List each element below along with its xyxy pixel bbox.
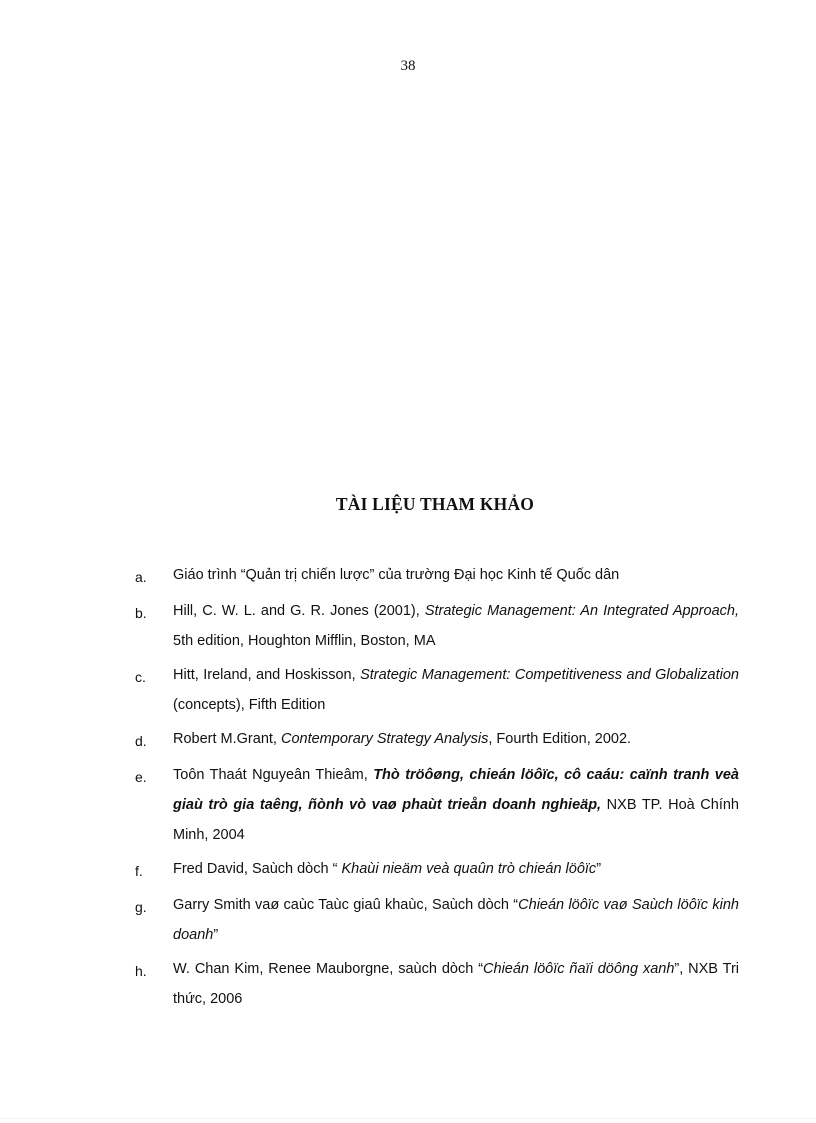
reference-item: [135, 954, 739, 1014]
reference-text: [173, 890, 739, 950]
reference-item: [135, 890, 739, 950]
reference-text-segment: W. Chan Kim, Renee Mauborgne, saùch dòch “: [173, 961, 484, 977]
reference-marker: a.: [135, 569, 147, 585]
reference-text-segment: Fred David, Saùch dòch “: [173, 861, 342, 877]
reference-marker: h.: [135, 963, 147, 979]
page-title: TÀI LIỆU THAM KHẢO: [335, 494, 535, 514]
reference-text: [173, 854, 739, 886]
reference-marker: e.: [135, 769, 147, 785]
reference-text-segment: Giáo trình “Quản trị chiến lược” của trường Đại học Kinh tế Quốc dân: [173, 567, 620, 583]
reference-text-segment: Hill, C. W. L. and G. R. Jones (2001),: [173, 603, 425, 619]
reference-text-segment: Toôn Thaát Nguyeân Thieâm,: [173, 767, 374, 783]
reference-text-segment: Hitt, Ireland, and Hoskisson,: [173, 667, 361, 683]
reference-text: [173, 660, 739, 720]
reference-text-segment: Contemporary Strategy Analysis: [280, 731, 489, 747]
reference-text: [173, 760, 739, 850]
page-bottom-edge: [0, 1118, 816, 1119]
reference-text-segment: Robert M.Grant,: [173, 731, 281, 747]
reference-text-segment: (concepts), Fifth Edition: [173, 697, 326, 713]
reference-item: [135, 596, 739, 656]
reference-text-segment: ”: [213, 927, 219, 943]
reference-text-segment: Strategic Management: An Integrated Approach,: [424, 603, 739, 619]
reference-marker: b.: [135, 605, 147, 621]
reference-text-segment: ”, NXB Tri thức, 2006: [173, 961, 739, 1007]
reference-text: [173, 954, 739, 1014]
reference-text-segment: Chieán löôïc ñaïi döông xanh: [483, 961, 675, 977]
reference-item: [135, 560, 739, 592]
reference-text-segment: Chieán löôïc vaø Saùch löôïc kinh doanh: [173, 897, 739, 943]
reference-marker: f.: [135, 863, 143, 879]
reference-text: [173, 724, 739, 756]
reference-text: [173, 596, 739, 656]
reference-item: [135, 760, 739, 850]
reference-text-segment: 5th edition, Houghton Mifflin, Boston, MA: [173, 633, 436, 649]
reference-text-segment: Strategic Management: Competitiveness and Globalization: [360, 667, 739, 683]
reference-item: [135, 724, 739, 756]
reference-text-segment: ”: [596, 861, 602, 877]
reference-text-segment: , Fourth Edition, 2002.: [488, 731, 632, 747]
reference-text: [173, 560, 739, 592]
reference-text-segment: NXB TP. Hoà Chính Minh, 2004: [173, 797, 739, 843]
reference-text-segment: Thò tröôøng, chieán löôïc, cô caáu: caïnh tranh veà giaù trò gia taêng, ñònh vò vaø phaùt trieån doanh nghieäp,: [173, 767, 739, 813]
reference-list: [135, 560, 739, 1018]
reference-text-segment: Garry Smith vaø caùc Taùc giaû khaùc, Saùch dòch “: [173, 897, 519, 913]
reference-marker: c.: [135, 669, 146, 685]
reference-marker: g.: [135, 899, 147, 915]
reference-text-segment: Khaùi nieäm veà quaûn trò chieán löôïc: [341, 861, 597, 877]
page-number: 38: [400, 58, 416, 74]
reference-item: [135, 854, 739, 886]
reference-item: [135, 660, 739, 720]
reference-marker: d.: [135, 733, 147, 749]
